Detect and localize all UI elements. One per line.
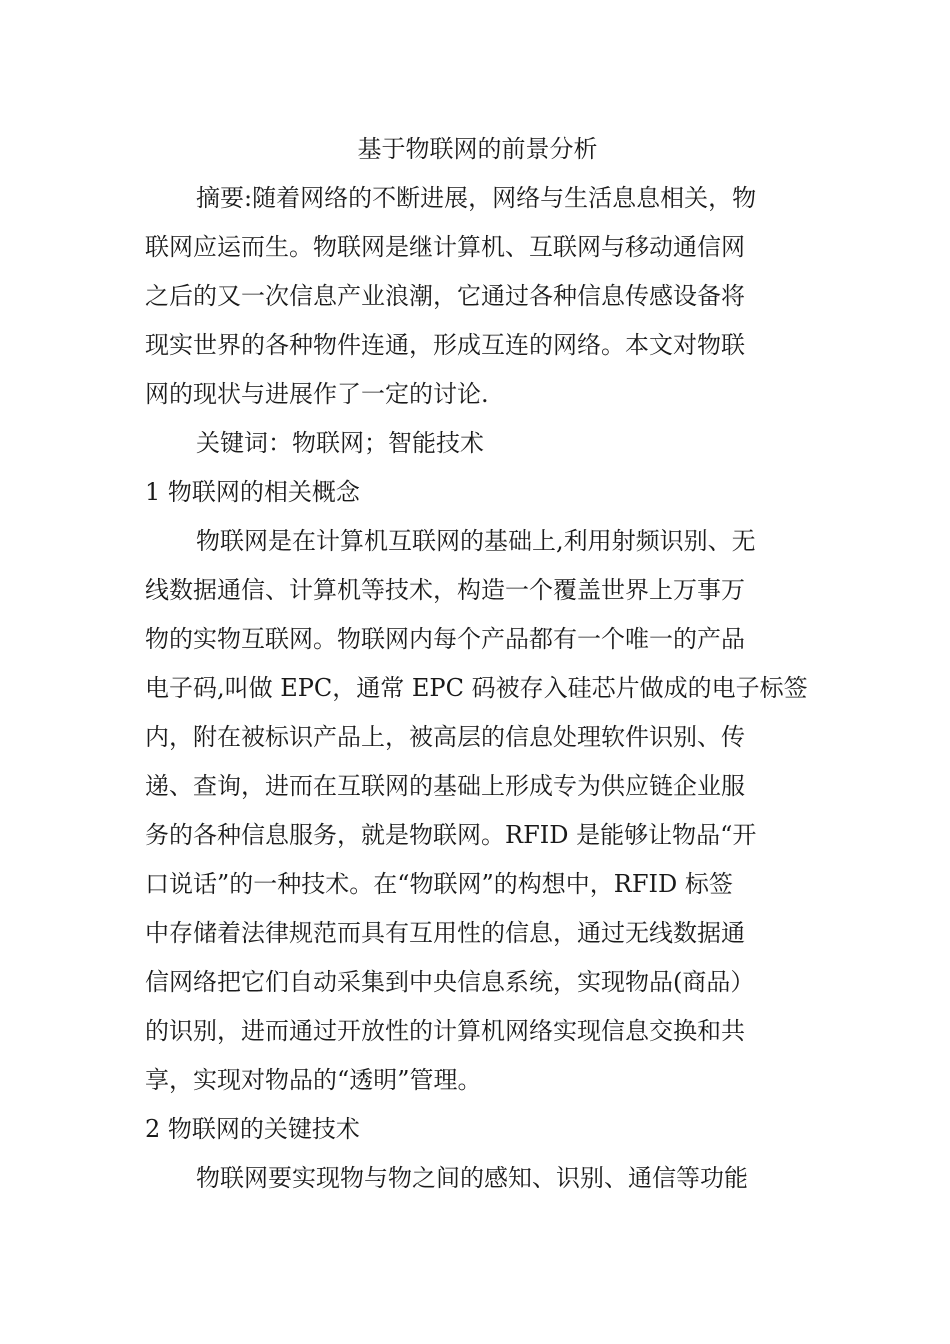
document-title: 基于物联网的前景分析 xyxy=(357,135,598,163)
section-2-body xyxy=(145,1154,810,1203)
paragraph-line: 内，附在被标识产品上，被高层的信息处理软件识别、传 xyxy=(145,723,745,751)
abstract xyxy=(145,174,810,419)
paragraph-line: 电子码,叫做 EPC，通常 EPC 码被存入硅芯片做成的电子标签 xyxy=(145,674,808,702)
section-1-body xyxy=(145,517,810,1105)
abstract-line: 联网应运而生。物联网是继计算机、互联网与移动通信网 xyxy=(145,233,745,261)
paragraph-line: 信网络把它们自动采集到中央信息系统，实现物品(商品） xyxy=(145,968,755,996)
section-1-heading: 1 物联网的相关概念 xyxy=(145,478,360,506)
paragraph-line: 递、查询，进而在互联网的基础上形成专为供应链企业服 xyxy=(145,772,745,800)
document-page xyxy=(145,124,810,1203)
section-2-heading: 2 物联网的关键技术 xyxy=(145,1115,360,1143)
paragraph-line: 物的实物互联网。物联网内每个产品都有一个唯一的产品 xyxy=(145,625,745,653)
paragraph-line: 的识别，进而通过开放性的计算机网络实现信息交换和共 xyxy=(145,1017,745,1045)
paragraph-line: 物联网要实现物与物之间的感知、识别、通信等功能 xyxy=(196,1164,748,1192)
abstract-line: 网的现状与进展作了一定的讨论. xyxy=(145,380,489,408)
paragraph-line: 口说话”的一种技术。在“物联网”的构想中，RFID 标签 xyxy=(145,870,733,898)
keywords: 关键词：物联网；智能技术 xyxy=(196,429,484,457)
paragraph-line: 中存储着法律规范而具有互用性的信息，通过无线数据通 xyxy=(145,919,745,947)
abstract-line: 现实世界的各种物件连通，形成互连的网络。本文对物联 xyxy=(145,331,745,359)
paragraph-line: 线数据通信、计算机等技术，构造一个覆盖世界上万事万 xyxy=(145,576,745,604)
paragraph-line: 享，实现对物品的“透明”管理。 xyxy=(145,1066,482,1094)
paragraph-line: 务的各种信息服务，就是物联网。RFID 是能够让物品“开 xyxy=(145,821,757,849)
abstract-line: 之后的又一次信息产业浪潮，它通过各种信息传感设备将 xyxy=(145,282,745,310)
abstract-line: 摘要:随着网络的不断进展，网络与生活息息相关，物 xyxy=(196,184,757,212)
paragraph-line: 物联网是在计算机互联网的基础上,利用射频识别、无 xyxy=(196,527,756,555)
